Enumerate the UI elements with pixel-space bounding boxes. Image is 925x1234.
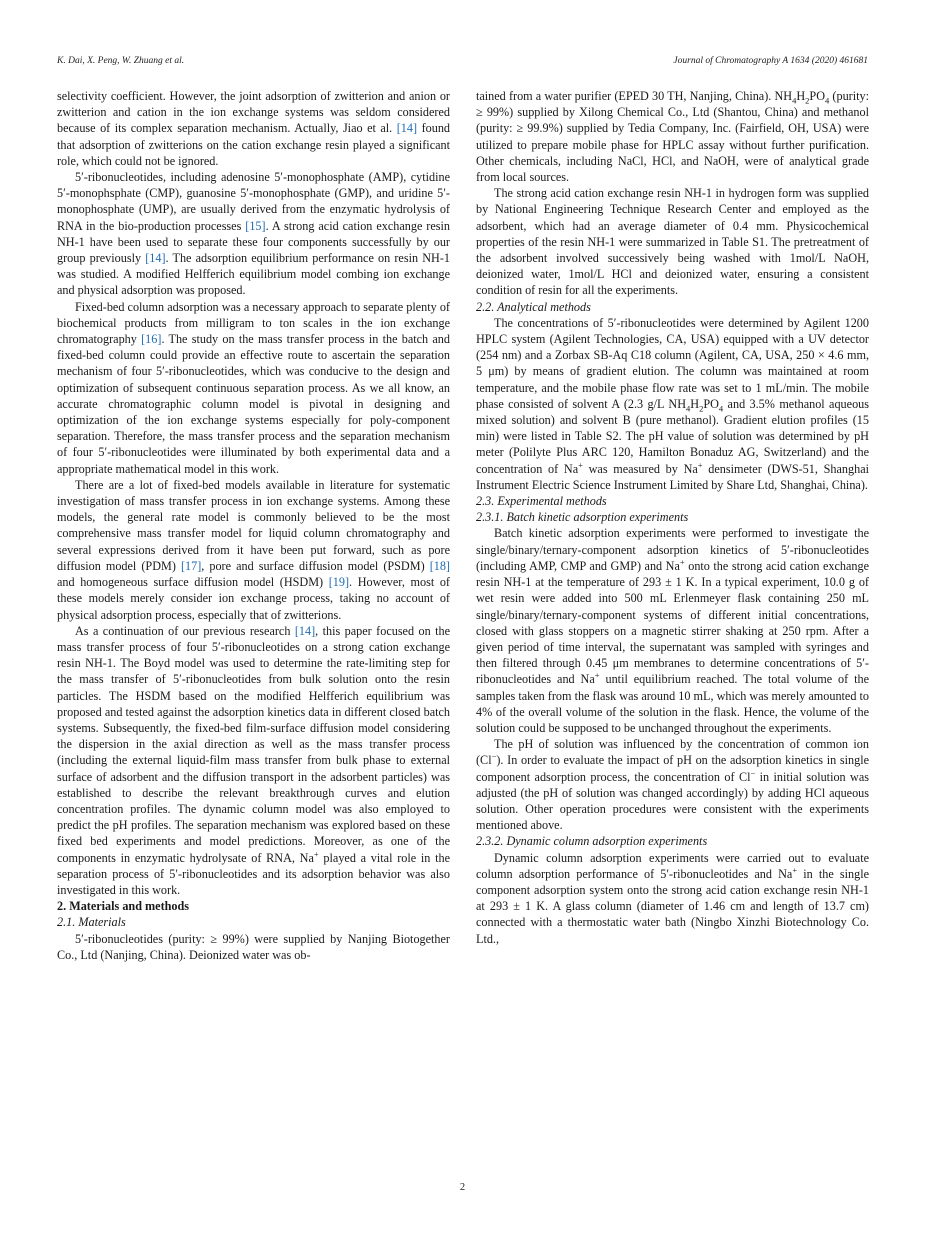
- subsubsection-heading: 2.3.1. Batch kinetic adsorption experiments: [476, 510, 689, 525]
- running-header-journal: Journal of Chromatography A 1634 (2020) 461681: [673, 56, 868, 66]
- subsection-heading: 2.2. Analytical methods: [476, 299, 591, 314]
- paragraph: 5′-ribonucleotides, including adenosine 5′-monophosphate (AMP), cytidine 5′-monophsphate (CMP), guanosine 5′-monophosphate (GMP), and uridine 5′-monophosphate (UMP), are usually derived from the enzymatic hydrolysis of RNA in the bio-production processes [15]. A strong acid cation exchange resin NH-1 have been used to separate these four components successfully by our group previously [14]. The adsorption equilibrium performance on resin NH-1 was studied. A modified Helfferich equilibrium model combing ion exchange and physical adsorption was proposed.: [57, 170, 450, 298]
- citation-link[interactable]: [14]: [294, 623, 316, 638]
- page-number: 2: [459, 1182, 466, 1193]
- citation-link[interactable]: [14]: [145, 251, 166, 266]
- right-column: [476, 88, 869, 947]
- paragraph: The pH of solution was influenced by the concentration of common ion (Cl−). In order to evaluate the impact of pH on the adsorption kinetics in single component adsorption process, the concentration of Cl− in initial solution was adjusted (the pH of solution was changed accordingly) by adding HCl aqueous solution. Other operation procedures were consistent with the experiments mentioned above.: [476, 737, 869, 833]
- paragraph: Batch kinetic adsorption experiments were performed to investigate the single/binary/ternary-component adsorption kinetics of 5′-ribonucleotides (including AMP, CMP and GMP) and Na+ onto the strong acid cation exchange resin NH-1 at the temperature of 293 ± 1 K. In a typical experiment, 10.0 g of wet resin were added into 500 mL Erlenmeyer flask containing 250 mL single/binary/ternary-component systems of different initial concentrations, closed with glass stoppers on a magnetic stirrer shaking at 250 rpm. After a given period of time interval, the supernatant was sampled with syringes and then filtered through 0.45 μm membranes to determine concentrations of 5′-ribonucleotides and Na+ until equilibrium reached. The total volume of the samples taken from the flask was around 10 mL, which was merely amounted to 4% of the overall volume of the solution in the flask. Hence, the volume of the solution could be supposed to be unchanged throughout the experiments.: [476, 526, 869, 735]
- subsubsection-heading: 2.3.2. Dynamic column adsorption experiments: [476, 834, 708, 849]
- paragraph: Fixed-bed column adsorption was a necessary approach to separate plenty of biochemical products from milligram to ton scales in the ion exchange chromatography [16]. The study on the mass transfer process in the batch and fixed-bed column could provide an effective route to ascertain the separation mechanism of four 5′-ribonucleotides, which was conducive to the design and optimization of subsequent continuous separation process. As we all know, an accurate chromatographic column model is pivotal in designing and optimization of the ion exchange systems especially for poly-component separation. Therefore, the mass transfer process and the separation mechanism of four 5′-ribonucleotides were illuminated by both experimental data and a appropriate mathematical model in this work.: [57, 299, 450, 476]
- citation-link[interactable]: [19]: [328, 575, 350, 590]
- citation-link[interactable]: [15]: [245, 218, 266, 233]
- paragraph: As a continuation of our previous research [14], this paper focused on the mass transfer process of four 5′-ribonucleotides on a strong cation exchange resin NH-1. The Boyd model was used to determine the rate-limiting step for the mass transfer of 5′-ribonucleotides from bulk solution onto the resin particles. The HSDM based on the modified Helfferich equilibrium was proposed and tested against the adsorption kinetics data in different closed batch systems. Subsequently, the fixed-bed film-surface diffusion model considering the dispersion in the axial direction as well as the mass transfer process (including the external liquid-film mass transfer from bulk phase to external surface of adsorbent and the diffusion transport in the adsorbent particles) was established to describe the relevant breakthrough curves and elution concentration profiles. The dynamic column model was also employed to predict the pH profiles. The separation mechanism was explored based on these fixed bed experiments and model predictions. Moreover, as one of the components in enzymatic hydrolysate of RNA, Na+ played a vital role in the separation process of 5′-ribonucleotides and its adsorption behavior was also investigated in this work.: [57, 623, 450, 897]
- citation-link[interactable]: [17]: [180, 558, 202, 573]
- paragraph: There are a lot of fixed-bed models available in literature for systematic investigation of mass transfer process in ion exchange systems. Among these models, the general rate model is commonly believed to be the most comprehensive mass transfer model for liquid column chromatography and several expressions derived from it have been put forward, such as pore diffusion model (PDM) [17], pore and surface diffusion model (PSDM) [18] and homogeneous surface diffusion model (HSDM) [19]. However, most of these models merely consider ion exchange process, taking no account of physical adsorption process, especially that of zwitterions.: [57, 477, 450, 622]
- section-heading: 2. Materials and methods: [57, 899, 190, 914]
- citation-link[interactable]: [14]: [396, 121, 418, 136]
- paragraph: Dynamic column adsorption experiments were carried out to evaluate column adsorption performance of 5′-ribonucleotides and Na+ in the single component adsorption system onto the strong acid cation exchange resin NH-1 at 293 ± 1 K. A glass column (diameter of 1.46 cm and length of 13.7 cm) connected with a thermostatic water bath (Ningbo Xinzhi Biotechnology Co. Ltd.,: [476, 850, 869, 946]
- running-header-authors: K. Dai, X. Peng, W. Zhuang et al.: [57, 56, 185, 66]
- paragraph: The strong acid cation exchange resin NH-1 in hydrogen form was supplied by National Engineering Technique Research Center and employed as the adsorbent, which had an average diameter of 0.4 mm. Physicochemical properties of the resin NH-1 were summarized in Table S1. The pretreatment of the adsorbent involved successively being washed with 1mol/L NaOH, deionized water, 1mol/L HCl and deionized water, ensuring a consistent condition of resin for all the experiments.: [476, 186, 869, 298]
- paragraph: selectivity coefficient. However, the joint adsorption of zwitterion and anion or zwitterion and cation in the ion exchange systems was seldom considered because of its complex separation mechanism. Actually, Jiao et al. [14] found that adsorption of zwitterions on the cation exchange resin played a significant role, which could not be ignored.: [57, 89, 451, 168]
- subsection-heading: 2.3. Experimental methods: [476, 494, 607, 509]
- paragraph: tained from a water purifier (EPED 30 TH, Nanjing, China). $NH_4H_2PO_4$ (purity: ≥ 99%) supplied by Xilong Chemical Co., Ltd (Shantou, China) and methanol (purity: ≥ 99.9%) supplied by Tedia Company, Inc. (Fairfield, OH, USA) were utilized to prepare mobile phase for HPLC assay without further purification. Other chemicals, including NaCl, HCl, and NaOH, were of analytical grade from local sources.: [476, 89, 869, 185]
- citation-link[interactable]: [18]: [429, 558, 450, 573]
- paragraph: 5′-ribonucleotides (purity: ≥ 99%) were supplied by Nanjing Biotogether Co., Ltd (Nanjing, China). Deionized water was ob-: [57, 931, 450, 962]
- subsection-heading: 2.1. Materials: [57, 915, 126, 930]
- left-column: [57, 88, 450, 963]
- paragraph: The concentrations of 5′-ribonucleotides were determined by Agilent 1200 HPLC system (Agilent Technologies, CA, USA) equipped with a UV detector (254 nm) and a Zorbax SB-Aq C18 column (Agilent, CA, USA, 250 × 4.6 mm, 5 μm) by means of gradient elution. The column was maintained at room temperature, and the mobile phase flow rate was set to 1 mL/min. The mobile phase consisted of solvent A (2.3 g/L $NH_4H_2PO_4$ and 3.5% methanol aqueous mixed solution) and solvent B (pure methanol). Gradient elution profiles (15 min) were listed in Table S2. The pH value of solution was determined by pH meter (Polilyte Plus ARC 120, Hamilton Bonaduz AG, Switzerland) and the concentration of Na+ was measured by Na+ densimeter (DWS-51, Shanghai Instrument Electric Science Instrument Limited by Share Ltd, Shanghai, China).: [476, 315, 869, 492]
- citation-link[interactable]: [16]: [141, 332, 162, 347]
